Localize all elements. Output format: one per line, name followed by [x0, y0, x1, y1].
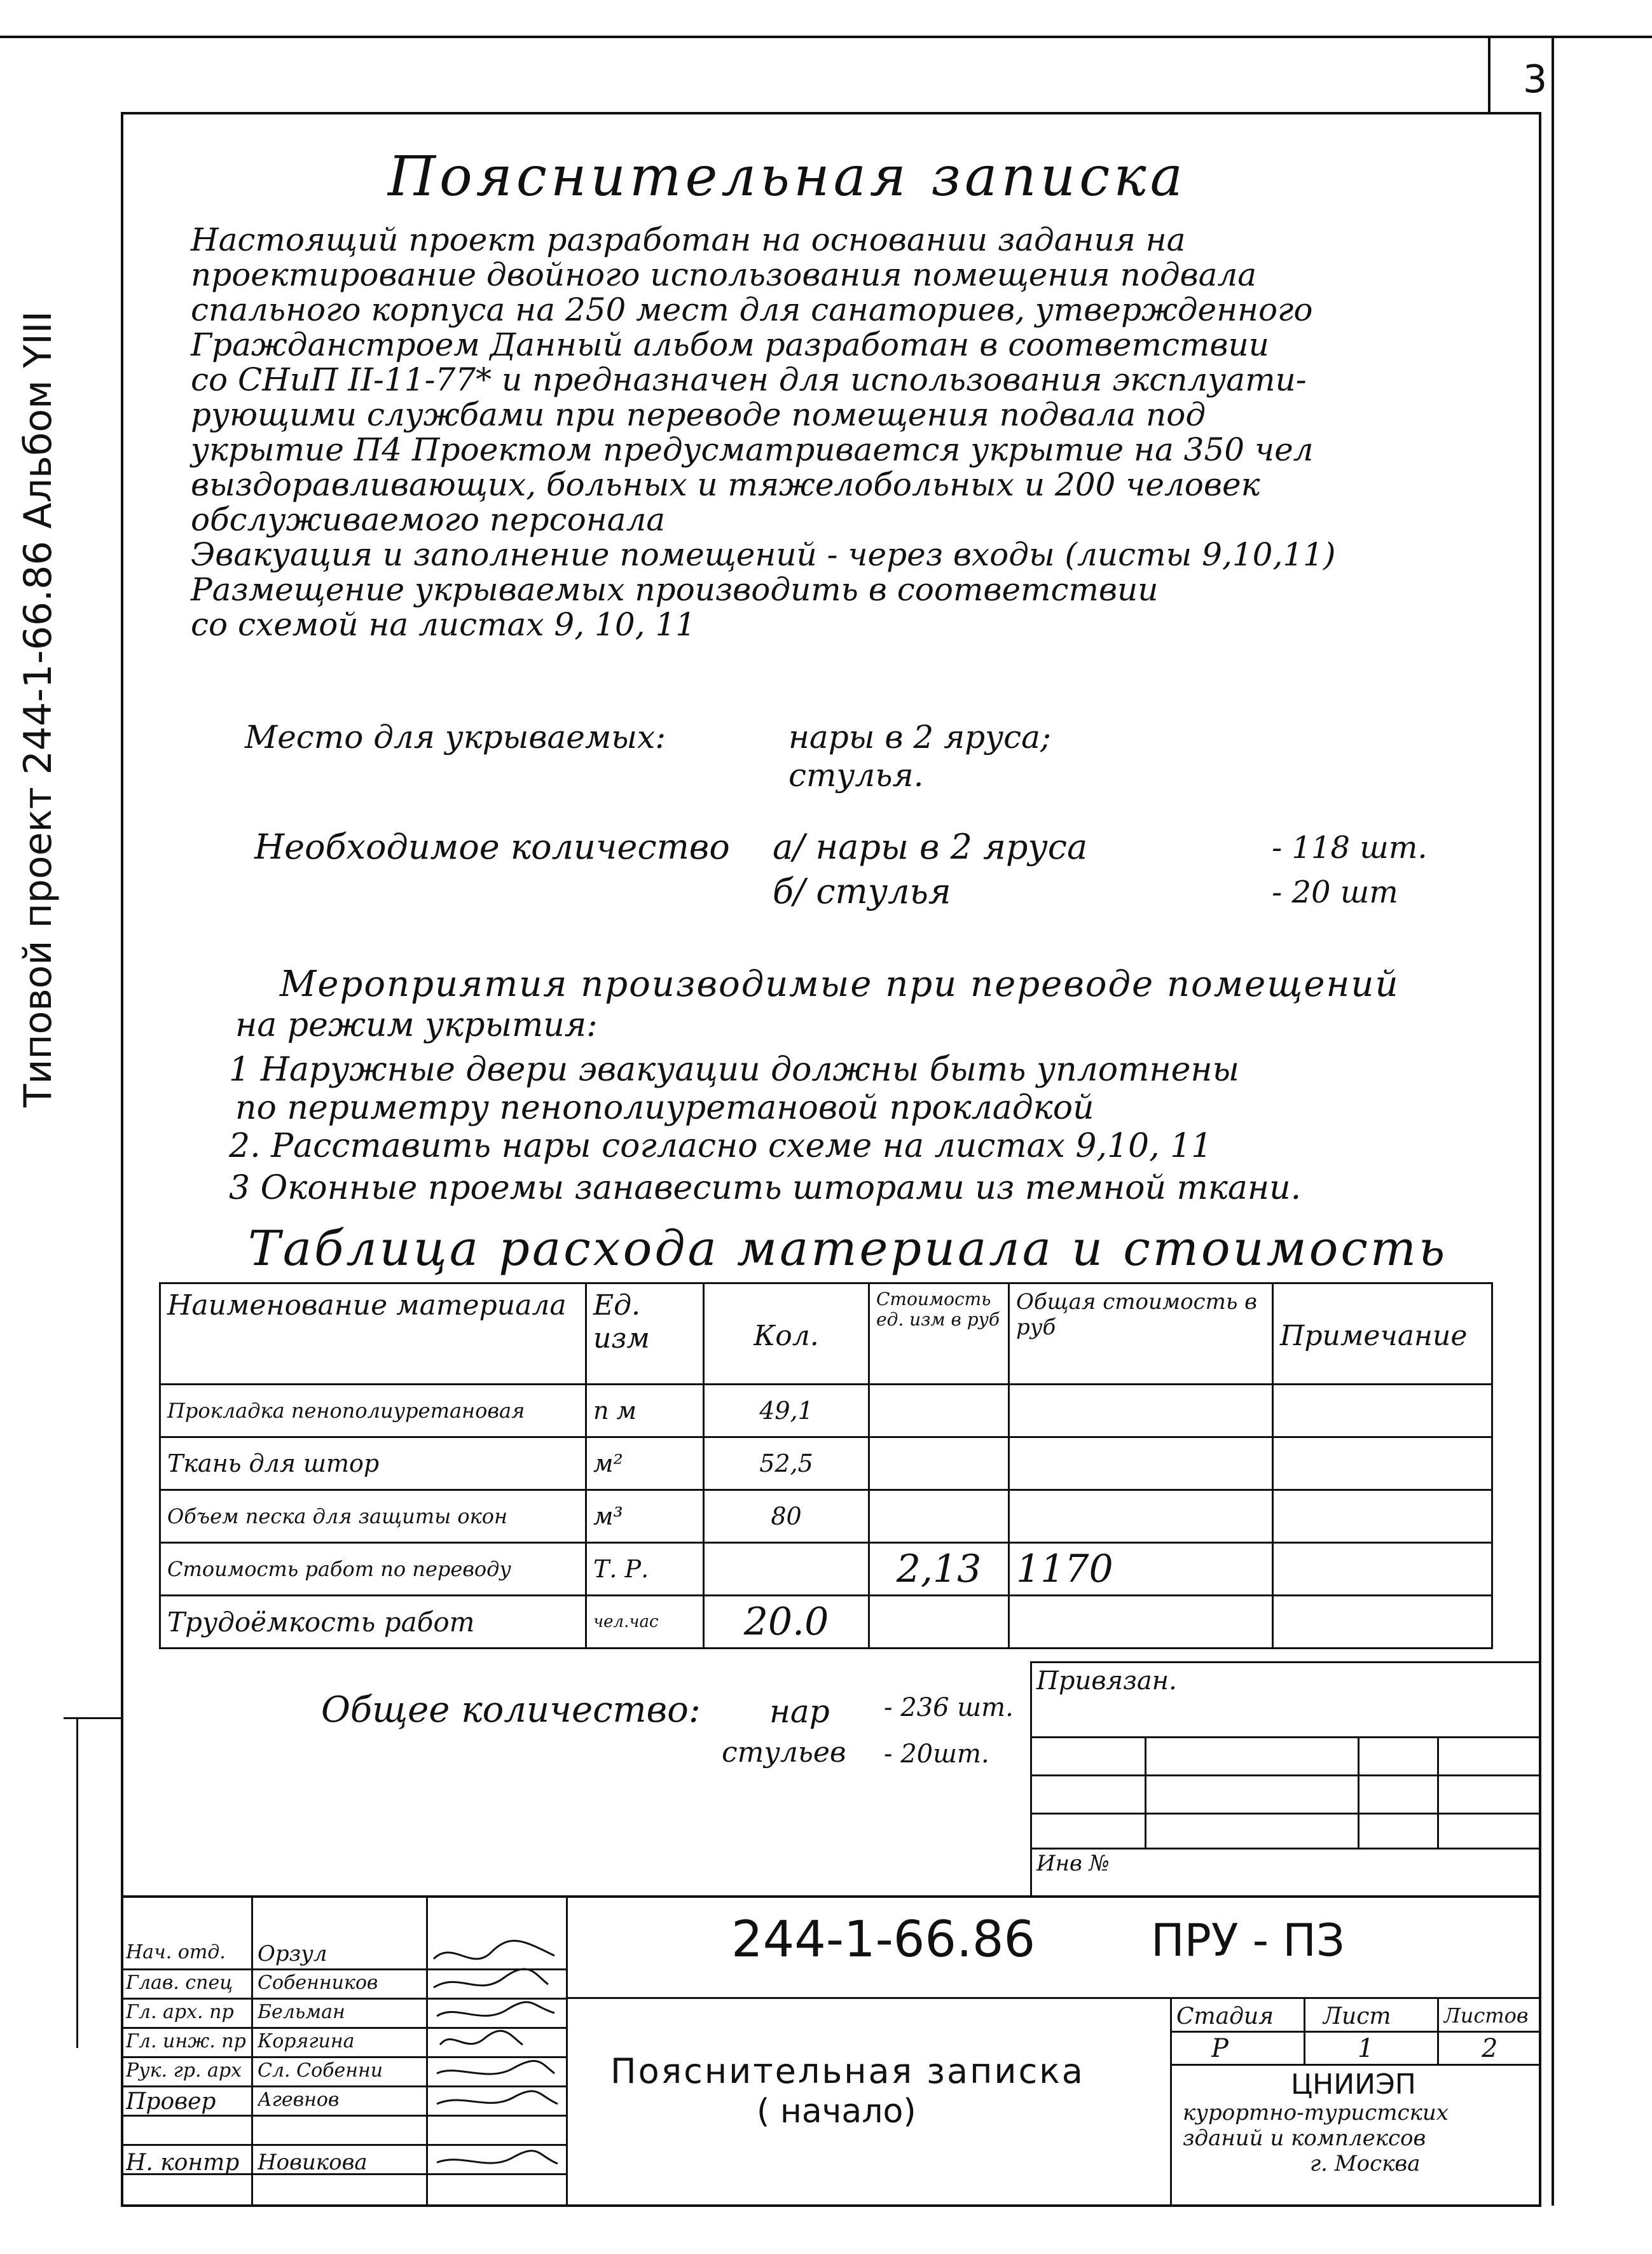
sheet-value: 1 [1358, 2034, 1374, 2063]
header-cell: Примечание [1273, 1283, 1492, 1385]
materials-table [159, 1282, 1493, 1649]
cell: Т. Р. [586, 1543, 704, 1596]
page-number-box-left [1488, 36, 1490, 112]
role-label: Гл. инж. пр [126, 2030, 246, 2052]
signature-stroke [437, 2151, 558, 2164]
stamp-top [121, 1895, 1540, 1898]
intro-paragraph [191, 223, 1513, 642]
intro-line: обслуживаемого персонала [191, 501, 666, 538]
table-row [160, 1543, 1492, 1596]
stage-grid-left [1170, 1997, 1172, 2206]
person-name: Орзул [258, 1941, 327, 1967]
total-nar-qty: - 236 шт. [884, 1693, 1014, 1722]
table-row [160, 1596, 1492, 1649]
cell [1009, 1385, 1273, 1437]
frame-bottom [121, 2204, 1541, 2207]
intro-line: спального корпуса на 250 мест для санаториев, утвержденного [191, 291, 1313, 328]
measure-item: 2. Расставить нары согласно схеме на листах 9,10, 11 [229, 1127, 1213, 1165]
cell [869, 1490, 1009, 1543]
stamp-mid-rule [566, 1997, 1540, 1999]
privyazan-rule [1030, 1848, 1540, 1850]
signature-stroke [434, 1940, 554, 1959]
intro-line: Гражданстроем Данный альбом разработан в соответствии [191, 326, 1269, 363]
header-cell: Кол. [704, 1283, 869, 1385]
privyazan-rule [1030, 1813, 1540, 1815]
cell: 20.0 [704, 1596, 869, 1649]
intro-line: рующими службами при переводе помещения подвала под [191, 396, 1206, 433]
place-line2: стулья. [788, 757, 924, 794]
person-name: Бельман [258, 2001, 345, 2023]
measure-item: по периметру пенополиуретановой прокладкой [235, 1089, 1094, 1127]
person-name: Сл. Собенни [258, 2059, 383, 2082]
signature-stroke [437, 2061, 554, 2074]
cell [869, 1437, 1009, 1490]
privyazan-rule [1030, 1774, 1540, 1776]
org-line: зданий и комплексов [1183, 2126, 1426, 2151]
intro-line: Настоящий проект разработан на основании задания на [191, 221, 1186, 258]
signature-stroke [440, 2031, 523, 2045]
cell [869, 1385, 1009, 1437]
required-a: а/ нары в 2 яруса [773, 827, 1088, 867]
measure-item: 3 Оконные проемы занавесить шторами из темной ткани. [229, 1169, 1302, 1207]
page-title: Пояснительная записка [388, 145, 1187, 209]
cell [1273, 1490, 1492, 1543]
privyazan-label: Привязан. [1036, 1666, 1177, 1696]
measures-heading-2: на режим укрытия: [235, 1006, 598, 1044]
stage-grid-row [1170, 2064, 1540, 2066]
sheet-title: Пояснительная записка [610, 2051, 1085, 2091]
signatures-graphic [427, 1902, 564, 2201]
total-label: Общее количество: [321, 1689, 701, 1731]
privyazan-col [1358, 1736, 1359, 1848]
privyazan-top [1030, 1661, 1540, 1663]
stamp-divider [566, 1895, 568, 2206]
sheets-value: 2 [1482, 2034, 1498, 2063]
cell: м² [586, 1437, 704, 1490]
cell: 49,1 [704, 1385, 869, 1437]
cell: п м [586, 1385, 704, 1437]
role-label: Провер [126, 2089, 216, 2115]
role-label: Гл. арх. пр [126, 2001, 234, 2023]
required-a-qty: - 118 шт. [1272, 830, 1428, 866]
outer-right-edge [1552, 36, 1554, 2206]
cell: Трудоёмкость работ [160, 1596, 586, 1649]
privyazan-col [1145, 1736, 1146, 1848]
document-mark: ПРУ - ПЗ [1151, 1914, 1345, 1967]
role-label: Н. контр [126, 2150, 240, 2176]
sheet-subtitle: ( начало) [757, 2092, 916, 2131]
place-line1: нары в 2 яруса; [788, 719, 1051, 756]
cell [1273, 1385, 1492, 1437]
cell: 80 [704, 1490, 869, 1543]
frame-right [1539, 112, 1541, 2206]
page-number: 3 [1523, 57, 1548, 102]
cell [704, 1543, 869, 1596]
cell [1009, 1596, 1273, 1649]
privyazan-left [1030, 1661, 1032, 1897]
cell: чел.час [586, 1596, 704, 1649]
total-chairs: стульев [722, 1736, 846, 1769]
intro-line: со схемой на листах 9, 10, 11 [191, 606, 696, 643]
top-rule [0, 36, 1652, 38]
cell [1009, 1437, 1273, 1490]
required-b: б/ стулья [773, 871, 951, 911]
required-b-qty: - 20 шт [1272, 875, 1398, 910]
header-cell: Стоимость ед. изм в руб [869, 1283, 1009, 1385]
privyazan-rule [1030, 1736, 1540, 1738]
cell: Объем песка для защиты окон [160, 1490, 586, 1543]
total-chairs-qty: - 20шт. [884, 1739, 989, 1769]
intro-line: со СНиП II-11-77* и предназначен для использования эксплуати- [191, 361, 1307, 398]
stage-grid-row [1170, 2031, 1540, 2033]
cell: Ткань для штор [160, 1437, 586, 1490]
side-strip-top [64, 1717, 121, 1719]
intro-line: выздоравливающих, больных и тяжелобольных и 200 человек [191, 466, 1260, 503]
cell: Стоимость работ по переводу [160, 1543, 586, 1596]
table-row [160, 1437, 1492, 1490]
table-row [160, 1490, 1492, 1543]
project-code: 244-1-66.86 [731, 1911, 1036, 1968]
signature-stroke [437, 2002, 554, 2016]
role-label: Рук. гр. арх [126, 2059, 242, 2082]
required-label: Необходимое количество [254, 827, 730, 867]
org-line: курортно-туристских [1183, 2100, 1449, 2126]
org-line: г. Москва [1310, 2151, 1421, 2176]
side-label: Типовой проект 244-1-66.86 Альбом YIII [16, 310, 60, 1108]
frame-top [121, 112, 1540, 114]
measures-heading: Мероприятия производимые при переводе помещений [280, 964, 1400, 1005]
cell [1273, 1596, 1492, 1649]
stage-value: Р [1211, 2034, 1229, 2063]
header-cell: Общая стоимость в руб [1009, 1283, 1273, 1385]
sig-col [251, 1895, 253, 2206]
cell [1009, 1490, 1273, 1543]
cell [1273, 1543, 1492, 1596]
privyazan-col [1437, 1736, 1439, 1848]
signature-stroke [434, 1969, 548, 1988]
intro-line: проектирование двойного использования помещения подвала [191, 256, 1257, 293]
table-title: Таблица расхода материала и стоимость [248, 1220, 1448, 1276]
total-nar: нар [769, 1693, 830, 1730]
measure-item: 1 Наружные двери эвакуации должны быть уплотнены [229, 1051, 1239, 1089]
sheet-label: Лист [1323, 2003, 1391, 2029]
cell: 1170 [1009, 1543, 1273, 1596]
signature-stroke [437, 2091, 558, 2104]
cell: 2,13 [869, 1543, 1009, 1596]
frame-left [121, 112, 123, 2206]
cell: м³ [586, 1490, 704, 1543]
header-cell: Наименование материала [160, 1283, 586, 1385]
cell [869, 1596, 1009, 1649]
side-strip-line [76, 1717, 78, 2048]
cell: Прокладка пенополиуретановая [160, 1385, 586, 1437]
table-row [160, 1385, 1492, 1437]
stage-label: Стадия [1176, 2003, 1274, 2029]
cell [1273, 1437, 1492, 1490]
sheets-label: Листов [1443, 2003, 1529, 2028]
role-label: Глав. спец [126, 1972, 233, 1994]
intro-line: укрытие П4 Проектом предусматривается укрытие на 350 чел [191, 431, 1314, 468]
inv-label: Инв № [1036, 1851, 1110, 1876]
place-label: Место для укрываемых: [245, 719, 666, 756]
role-label: Нач. отд. [126, 1941, 226, 1963]
person-name: Собенников [258, 1972, 378, 1994]
person-name: Агевнов [258, 2089, 340, 2111]
person-name: Корягина [258, 2030, 355, 2052]
table-header-row [160, 1283, 1492, 1385]
intro-line: Размещение укрываемых производить в соответствии [191, 571, 1159, 608]
person-name: Новикова [258, 2150, 368, 2175]
org-name: ЦНИИЭП [1291, 2068, 1416, 2101]
header-cell: Ед. изм [586, 1283, 704, 1385]
cell: 52,5 [704, 1437, 869, 1490]
intro-line: Эвакуация и заполнение помещений - через входы (листы 9,10,11) [191, 536, 1336, 573]
